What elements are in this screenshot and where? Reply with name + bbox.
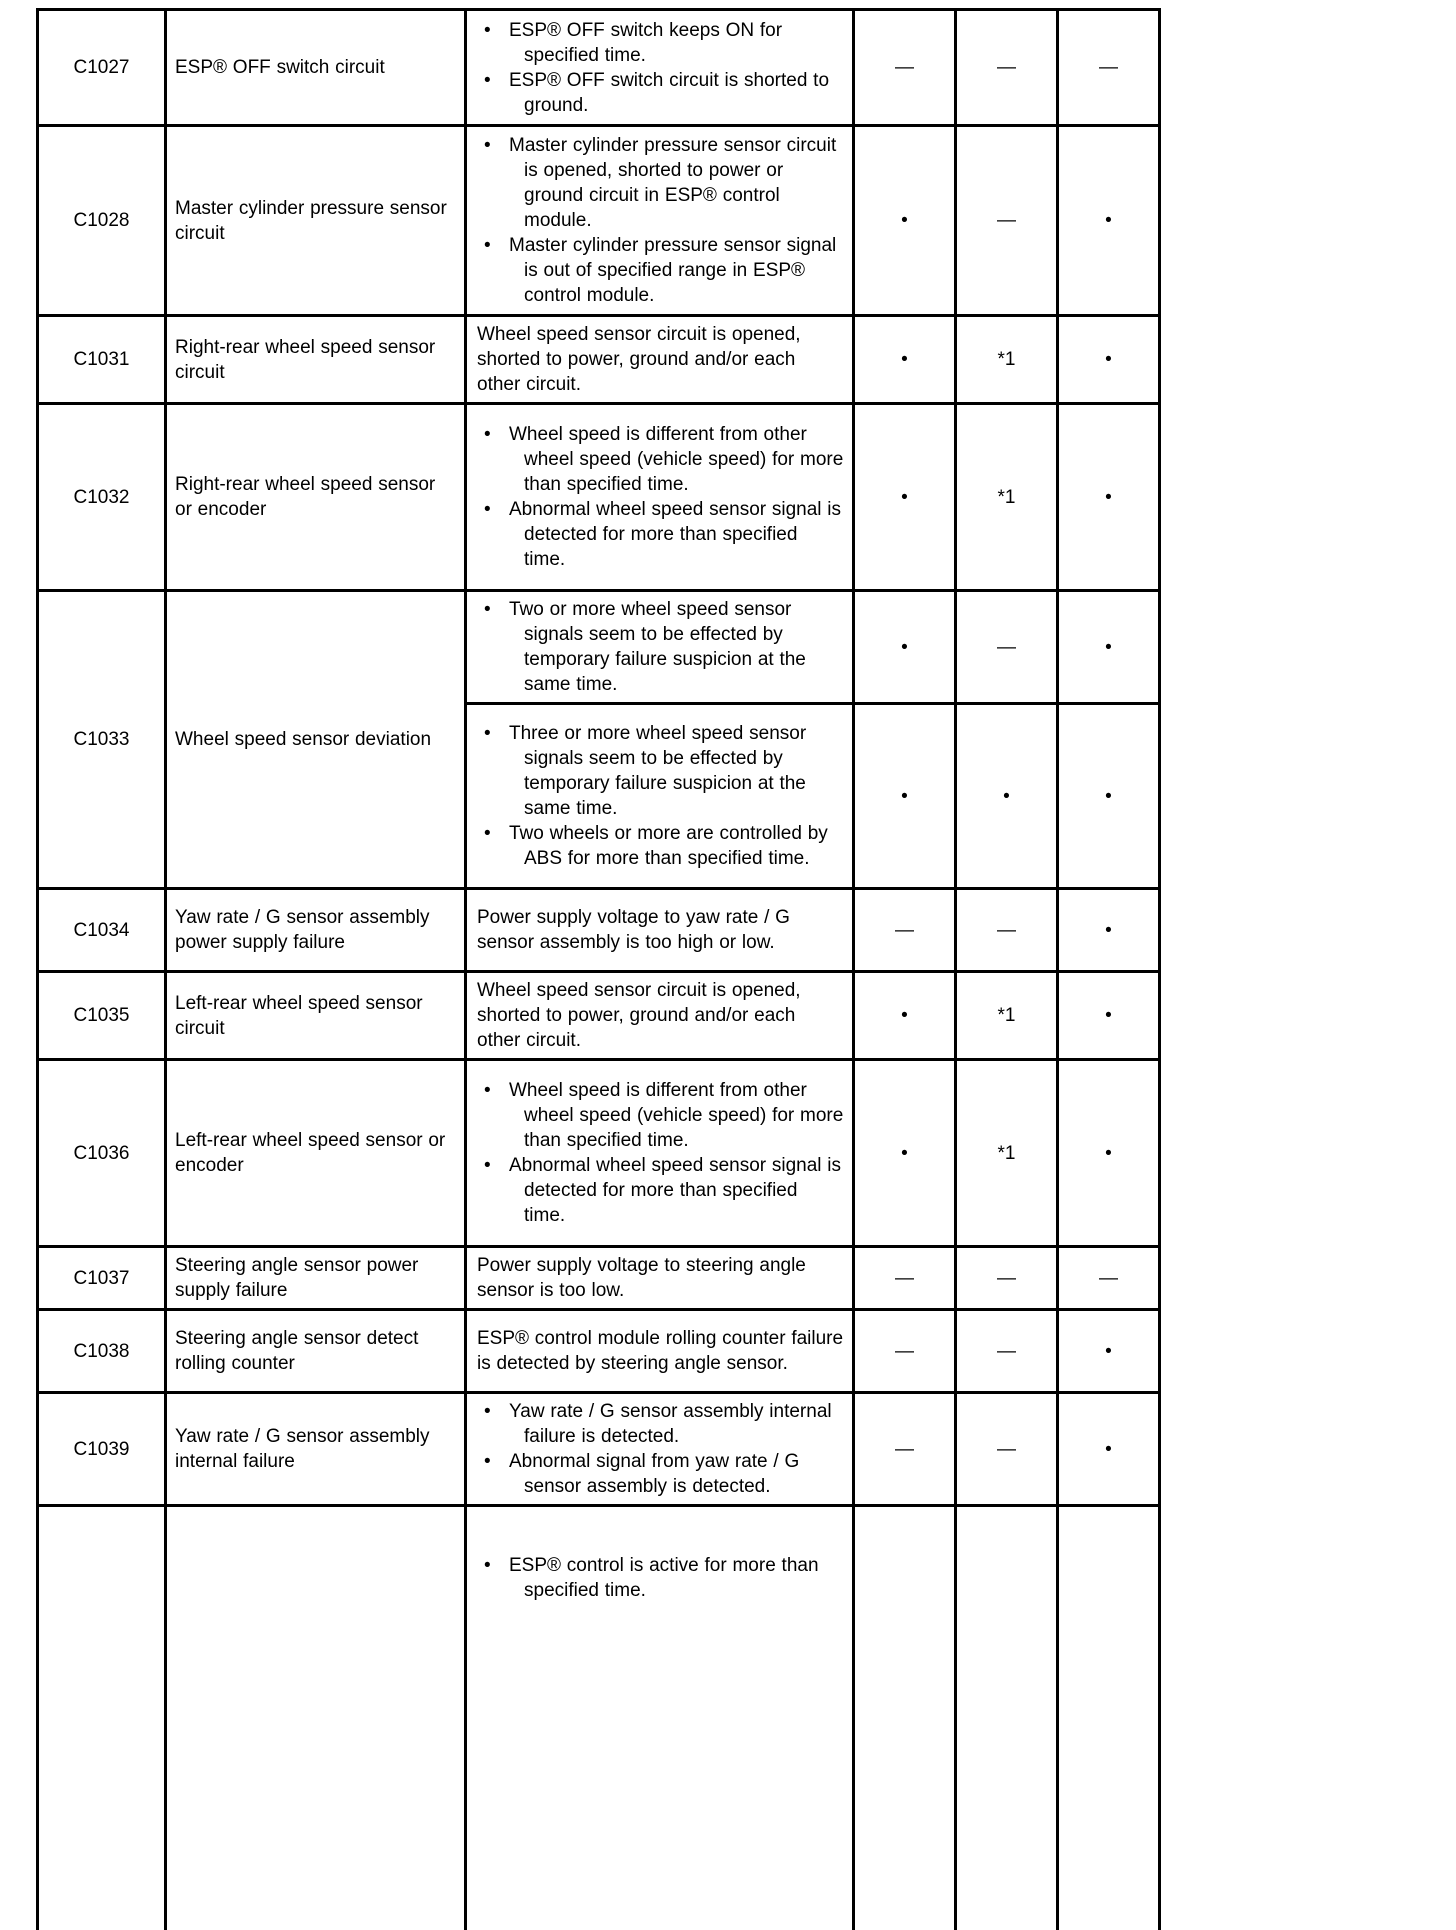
mark-cell: • — [1058, 126, 1160, 316]
dtc-code-cell: C1031 — [38, 316, 166, 404]
condition-text: Power supply voltage to yaw rate / G sensor assembly is too high or low. — [477, 907, 790, 953]
condition-text: ESP® control module rolling counter failure is detected by steering angle sensor. — [477, 1328, 844, 1374]
mark-cell: — — [1058, 10, 1160, 126]
bullet-icon — [484, 68, 491, 93]
dtc-code-cell: C1033 — [38, 591, 166, 889]
condition-text: Wheel speed sensor circuit is opened, shorted to power, ground and/or each other circuit. — [477, 324, 801, 395]
bullet-icon — [484, 1153, 491, 1178]
condition-bullet-item — [475, 133, 844, 233]
mark-cell: — — [956, 1247, 1058, 1310]
mark-cell: • — [1058, 591, 1160, 704]
condition-text: Abnormal wheel speed sensor signal is detected for more than specified time. — [509, 499, 842, 570]
mark-cell: • — [854, 1060, 956, 1247]
condition-text: ESP® OFF switch circuit is shorted to ground. — [509, 69, 830, 116]
condition-text: Abnormal signal from yaw rate / G sensor assembly is detected. — [509, 1451, 800, 1497]
condition-cell — [466, 10, 854, 126]
condition-text: Three or more wheel speed sensor signals seem to be effected by temporary failure suspicion at the same time. — [509, 723, 807, 819]
mark-cell: — — [956, 889, 1058, 972]
table-row — [38, 126, 1160, 316]
table-row — [38, 10, 1160, 126]
dtc-code-cell: C1037 — [38, 1247, 166, 1310]
dtc-name-cell: Yaw rate / G sensor assembly power supply failure — [166, 889, 466, 972]
condition-text: Two or more wheel speed sensor signals seem to be effected by temporary failure suspicion at the same time. — [509, 599, 806, 695]
mark-cell: — — [854, 1393, 956, 1506]
table-row — [38, 889, 1160, 972]
condition-cell — [466, 591, 854, 704]
dtc-name-cell: Left-rear wheel speed sensor or encoder — [166, 1060, 466, 1247]
mark-cell: *1 — [956, 1060, 1058, 1247]
dtc-code-cell: C1032 — [38, 404, 166, 591]
condition-text: Power supply voltage to steering angle sensor is too low. — [477, 1255, 806, 1301]
mark-cell: *1 — [956, 972, 1058, 1060]
mark-cell: — — [956, 126, 1058, 316]
mark-cell: — — [854, 1310, 956, 1393]
dtc-name-cell: Right-rear wheel speed sensor circuit — [166, 316, 466, 404]
dtc-name-cell: ESP® OFF switch circuit — [166, 10, 466, 126]
mark-cell: • — [854, 704, 956, 889]
table-row — [38, 972, 1160, 1060]
condition-text: Wheel speed is different from other wheel speed (vehicle speed) for more than specified time. — [509, 424, 844, 495]
condition-bullet-item — [475, 1449, 844, 1499]
mark-cell: — — [956, 1393, 1058, 1506]
table-row — [38, 1310, 1160, 1393]
condition-bullet-item — [475, 422, 844, 497]
bullet-icon — [484, 1553, 491, 1578]
dtc-name-cell: Master cylinder pressure sensor circuit — [166, 126, 466, 316]
table-row — [38, 591, 1160, 704]
dtc-name-cell: Steering angle sensor power supply failure — [166, 1247, 466, 1310]
mark-cell: • — [956, 704, 1058, 889]
mark-cell: • — [854, 972, 956, 1060]
mark-cell: • — [1058, 1310, 1160, 1393]
bullet-icon — [484, 721, 491, 746]
mark-cell: • — [1058, 972, 1160, 1060]
condition-cell — [466, 1506, 854, 1930]
dtc-code-cell: C1034 — [38, 889, 166, 972]
condition-bullet-item — [475, 821, 844, 871]
mark-cell: • — [1058, 704, 1160, 889]
condition-cell — [466, 316, 854, 404]
bullet-icon — [484, 1399, 491, 1424]
condition-text: Master cylinder pressure sensor circuit is opened, shorted to power or ground circuit in ESP® control module. — [509, 135, 837, 231]
condition-cell — [466, 404, 854, 591]
bullet-icon — [484, 497, 491, 522]
mark-cell — [1058, 1506, 1160, 1930]
condition-text: Yaw rate / G sensor assembly internal failure is detected. — [509, 1401, 832, 1447]
mark-cell: • — [1058, 1060, 1160, 1247]
condition-cell — [466, 1310, 854, 1393]
dtc-name-cell: Right-rear wheel speed sensor or encoder — [166, 404, 466, 591]
condition-text: Abnormal wheel speed sensor signal is detected for more than specified time. — [509, 1155, 842, 1226]
dtc-name-cell: Left-rear wheel speed sensor circuit — [166, 972, 466, 1060]
mark-cell: • — [854, 591, 956, 704]
condition-bullet-item — [475, 1078, 844, 1153]
mark-cell: • — [854, 404, 956, 591]
dtc-code-cell: C1038 — [38, 1310, 166, 1393]
condition-cell — [466, 1060, 854, 1247]
condition-cell — [466, 889, 854, 972]
mark-cell: *1 — [956, 404, 1058, 591]
bullet-icon — [484, 422, 491, 447]
bullet-icon — [484, 597, 491, 622]
bullet-icon — [484, 18, 491, 43]
mark-cell: • — [854, 126, 956, 316]
mark-cell: • — [1058, 889, 1160, 972]
dtc-code-cell: C1027 — [38, 10, 166, 126]
condition-bullet-item — [475, 721, 844, 821]
mark-cell: • — [1058, 404, 1160, 591]
condition-bullet-item — [475, 1553, 844, 1603]
mark-cell: — — [956, 10, 1058, 126]
mark-cell — [956, 1506, 1058, 1930]
mark-cell: • — [1058, 1393, 1160, 1506]
table-row — [38, 1247, 1160, 1310]
table-row — [38, 404, 1160, 591]
bullet-icon — [484, 133, 491, 158]
condition-cell — [466, 126, 854, 316]
condition-bullet-item — [475, 1153, 844, 1228]
dtc-code-cell: C1028 — [38, 126, 166, 316]
condition-cell — [466, 1393, 854, 1506]
bullet-icon — [484, 1449, 491, 1474]
condition-cell — [466, 972, 854, 1060]
condition-text: ESP® control is active for more than specified time. — [509, 1555, 819, 1601]
condition-text: Wheel speed is different from other wheel speed (vehicle speed) for more than specified time. — [509, 1080, 844, 1151]
condition-bullet-item — [475, 1399, 844, 1449]
table-row — [38, 1060, 1160, 1247]
mark-cell: • — [854, 316, 956, 404]
condition-bullet-item — [475, 497, 844, 572]
condition-cell — [466, 704, 854, 889]
condition-bullet-item — [475, 18, 844, 68]
dtc-name-cell: Wheel speed sensor deviation — [166, 591, 466, 889]
mark-cell: — — [854, 889, 956, 972]
condition-cell — [466, 1247, 854, 1310]
dtc-name-cell: Yaw rate / G sensor assembly internal failure — [166, 1393, 466, 1506]
mark-cell: — — [854, 10, 956, 126]
mark-cell: *1 — [956, 316, 1058, 404]
table-row — [38, 316, 1160, 404]
table-row — [38, 1393, 1160, 1506]
dtc-table — [36, 8, 1161, 1930]
dtc-code-cell: C1035 — [38, 972, 166, 1060]
dtc-name-cell — [166, 1506, 466, 1930]
mark-cell: — — [1058, 1247, 1160, 1310]
bullet-icon — [484, 1078, 491, 1103]
condition-text: ESP® OFF switch keeps ON for specified time. — [509, 19, 783, 66]
condition-text: Master cylinder pressure sensor signal is out of specified range in ESP® control module. — [509, 235, 837, 306]
mark-cell: — — [956, 1310, 1058, 1393]
mark-cell: — — [854, 1247, 956, 1310]
condition-bullet-item — [475, 597, 844, 697]
dtc-code-cell — [38, 1506, 166, 1930]
condition-bullet-item — [475, 68, 844, 118]
mark-cell — [854, 1506, 956, 1930]
condition-text: Two wheels or more are controlled by ABS for more than specified time. — [509, 823, 828, 869]
dtc-code-cell: C1036 — [38, 1060, 166, 1247]
condition-bullet-item — [475, 233, 844, 308]
condition-text: Wheel speed sensor circuit is opened, shorted to power, ground and/or each other circuit. — [477, 980, 801, 1051]
dtc-name-cell: Steering angle sensor detect rolling counter — [166, 1310, 466, 1393]
table-row — [38, 1506, 1160, 1930]
mark-cell: • — [1058, 316, 1160, 404]
bullet-icon — [484, 233, 491, 258]
mark-cell: — — [956, 591, 1058, 704]
bullet-icon — [484, 821, 491, 846]
dtc-code-cell: C1039 — [38, 1393, 166, 1506]
